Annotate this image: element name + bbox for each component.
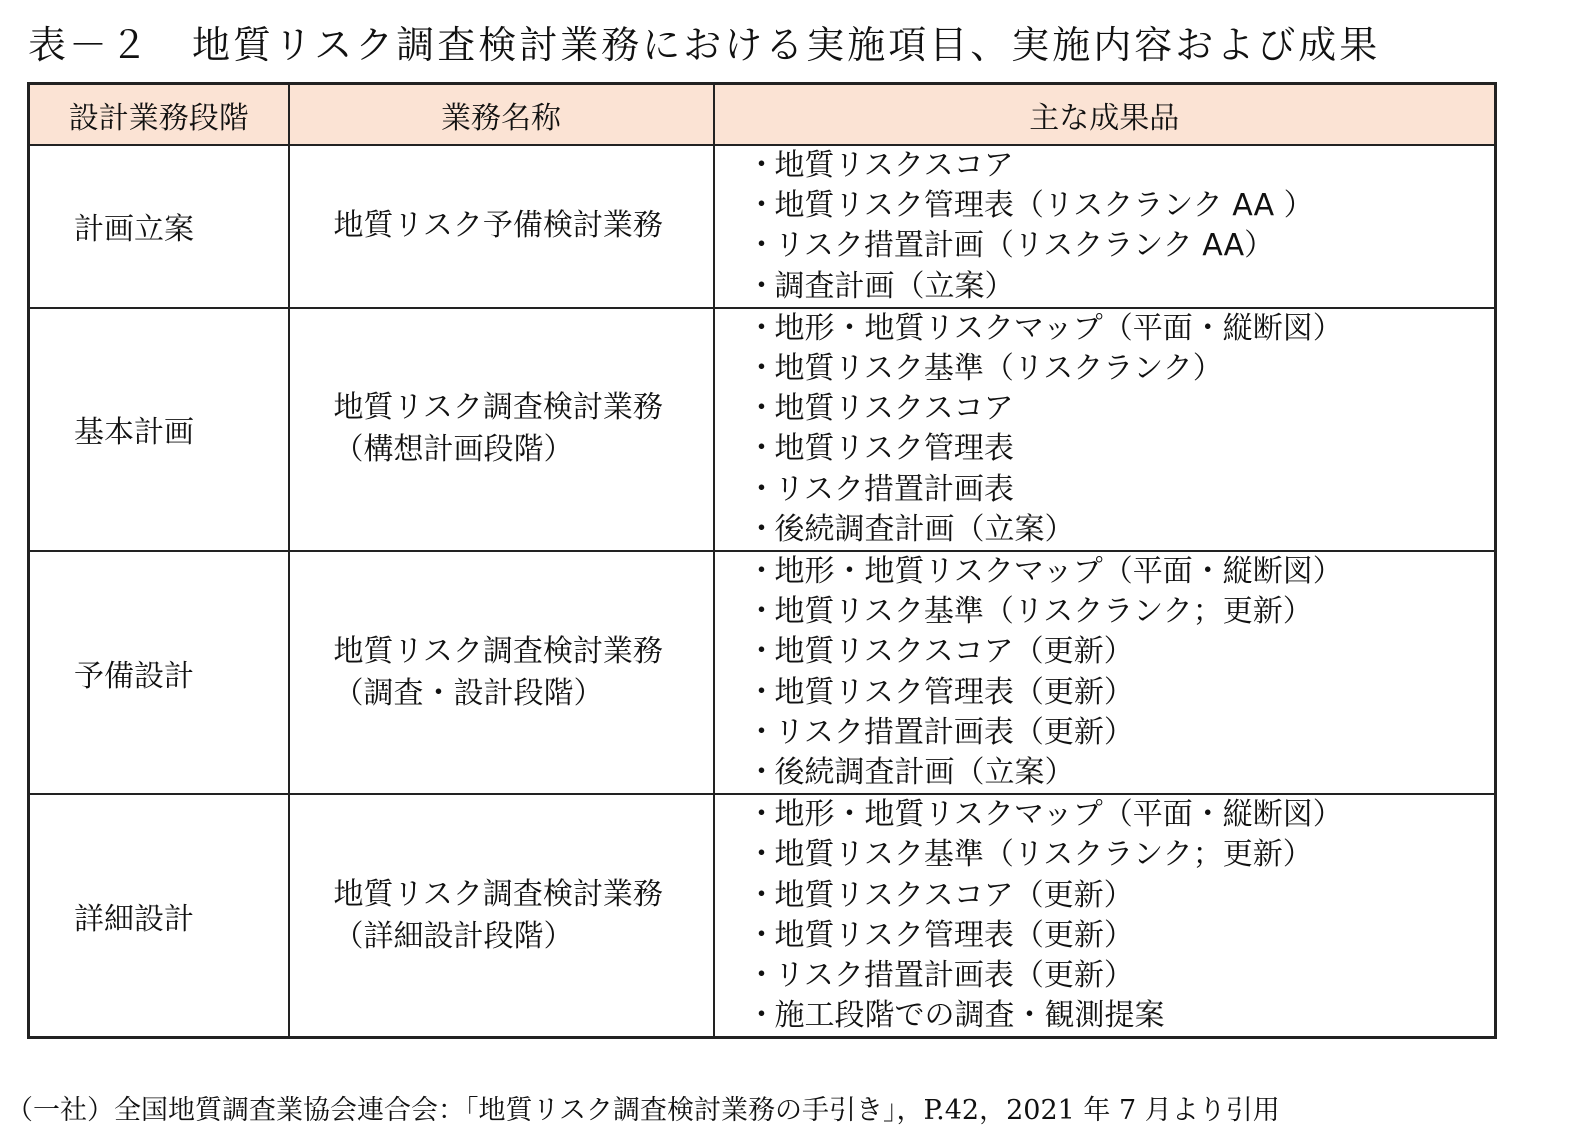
list-item: ・調査計画（立案）	[746, 268, 1015, 304]
list-item: ・地形・地質リスクマップ（平面・縦断図）	[746, 310, 1343, 346]
table-row	[29, 145, 1496, 308]
header-stage: 設計業務段階	[29, 84, 289, 146]
source-citation: （一社）全国地質調査業協会連合会：「地質リスク調査検討業務の手引き」，P.42，2021 年 7 月より引用	[6, 1095, 1280, 1126]
list-item: ・地質リスク管理表	[746, 431, 1014, 467]
list-item: ・リスク措置計画（リスクランク AA）	[746, 228, 1275, 264]
header-outputs: 主な成果品	[714, 84, 1496, 146]
stage-cell: 予備設計	[29, 551, 289, 794]
list-item: ・リスク措置計画表（更新）	[746, 714, 1134, 750]
list-item: ・地質リスク基準（リスクランク）	[746, 351, 1223, 387]
list-item: ・地質リスクスコア（更新）	[746, 877, 1134, 913]
list-item: ・地質リスク基準（リスクランク；更新）	[746, 594, 1313, 630]
list-item: ・地質リスクスコア	[746, 391, 1014, 427]
task-cell	[289, 145, 714, 308]
task-subtitle: （詳細設計段階）	[333, 918, 574, 954]
list-item: ・地質リスクスコア（更新）	[746, 634, 1134, 670]
table-header-row	[29, 84, 1496, 146]
table-title: 表－２ 地質リスク調査検討業務における実施項目、実施内容および成果	[28, 23, 1381, 67]
header-task-name: 業務名称	[289, 84, 714, 146]
list-item: ・リスク措置計画表（更新）	[746, 958, 1134, 994]
outputs-cell	[714, 794, 1496, 1038]
list-item: ・施工段階での調査・観測提案	[746, 998, 1165, 1034]
list-item: ・地質リスク管理表（リスクランク AA ）	[746, 188, 1314, 224]
outputs-list	[747, 552, 1495, 793]
task-name: 地質リスク調査検討業務	[333, 876, 663, 912]
stage-cell: 詳細設計	[29, 794, 289, 1038]
list-item: ・後続調査計画（立案）	[746, 511, 1075, 547]
list-item: ・地質リスク基準（リスクランク；更新）	[746, 837, 1313, 873]
list-item: ・リスク措置計画表	[746, 471, 1014, 507]
deliverables-table	[27, 82, 1497, 1039]
task-cell	[289, 308, 714, 551]
table-row	[29, 308, 1496, 551]
outputs-list	[747, 795, 1495, 1036]
list-item: ・地質リスク管理表（更新）	[746, 917, 1134, 953]
stage-cell: 基本計画	[29, 308, 289, 551]
outputs-cell	[714, 145, 1496, 308]
outputs-cell	[714, 551, 1496, 794]
outputs-list	[747, 309, 1495, 550]
task-cell	[289, 794, 714, 1038]
task-subtitle: （構想計画段階）	[333, 432, 574, 468]
list-item: ・地形・地質リスクマップ（平面・縦断図）	[746, 554, 1343, 590]
task-name: 地質リスク調査検討業務	[333, 633, 663, 669]
task-subtitle: （調査・設計段階）	[333, 675, 604, 711]
table-row	[29, 551, 1496, 794]
outputs-cell	[714, 308, 1496, 551]
list-item: ・地形・地質リスクマップ（平面・縦断図）	[746, 797, 1343, 833]
list-item: ・地質リスク管理表（更新）	[746, 674, 1134, 710]
stage-cell: 計画立案	[29, 145, 289, 308]
task-name: 地質リスク調査検討業務	[333, 390, 663, 426]
outputs-list	[747, 146, 1495, 307]
list-item: ・後続調査計画（立案）	[746, 755, 1075, 791]
task-name: 地質リスク予備検討業務	[333, 208, 663, 244]
table-row	[29, 794, 1496, 1038]
task-cell	[289, 551, 714, 794]
list-item: ・地質リスクスコア	[746, 148, 1014, 183]
